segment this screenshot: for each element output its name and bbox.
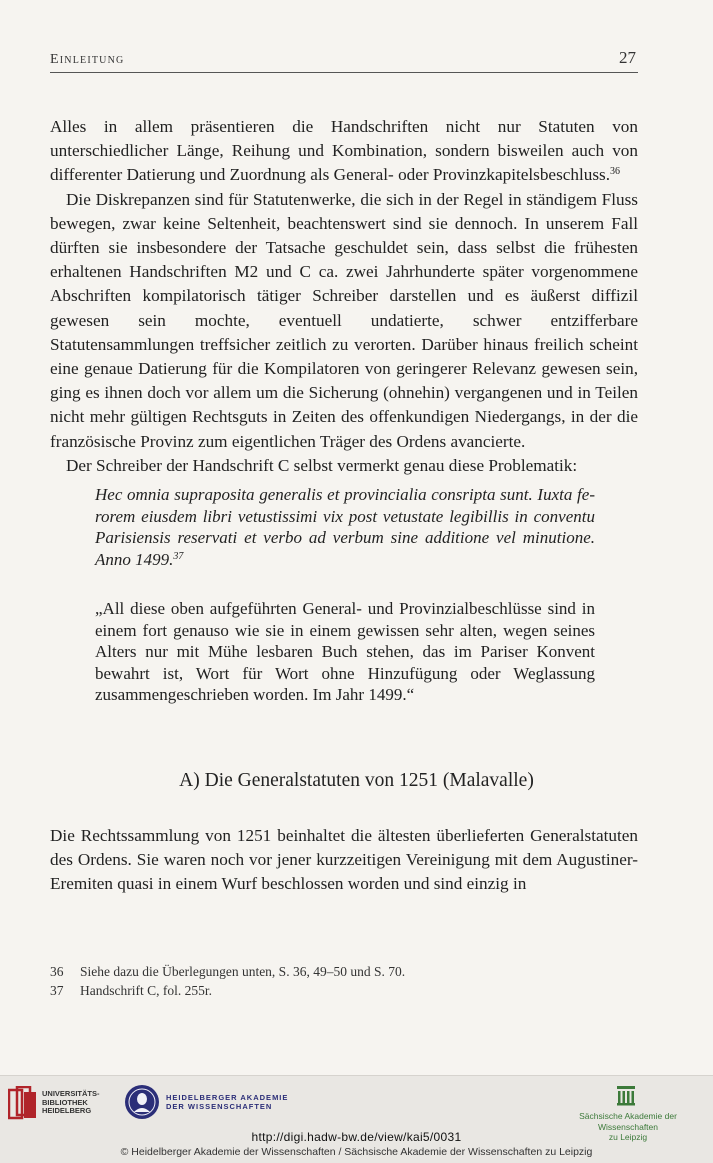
paragraph: Der Schreiber der Handschrift C selbst vermerkt genau diese Problematik:	[66, 455, 578, 475]
viewer-footer	[0, 1075, 713, 1163]
section-paragraph: Die Rechtssammlung von 1251 beinhaltet die ältesten überlieferten Generalstatuten des Ordens. Sie waren noch vor jener kurzzeitigen Vereinigung mit dem Augustiner-Eremiten quasi in einem Wurf beschlossen worden und sind einzig in	[50, 826, 638, 894]
paragraph: Die Diskrepanzen sind für Statutenwerke, die sich in der Regel in ständigem Fluss bewegen, zwar keine Seltenheit, beachtenswert sind sie dennoch. In unserem Fall dürften sie insbesondere der Tatsache geschuldet sein, dass selbst die frühesten erhaltenen Handschriften M2 und C ca. zwei Jahrhunderte später vorgenommene Abschriften kompilatorisch tätiger Schreiber darstellen und es äußerst diffizil gewesen sein mochte, eventuell undatierte, schwer entzifferbare Statutensammlungen treffsicher zeitlich zu verorten. Darüber hinaus freilich scheint eine genaue Datierung für die Kompilatoren von geringerer Relevanz gewesen sein, ging es ihnen doch vor allem um die Sicherung (ohnehin) vergangenen und in Teilen nicht mehr gültigen Rechtsguts in Zeiten des offenkundigen Niedergangs, in der die französische Provinz zum eigentlichen Träger des Ordens avancierte.	[50, 189, 638, 451]
footnote	[50, 962, 638, 981]
footnotes	[50, 962, 638, 1000]
permalink-url[interactable]: http://digi.hadw-bw.de/view/kai5/0031	[251, 1130, 462, 1144]
ub-heidelberg-logo-icon[interactable]	[8, 1086, 38, 1120]
footnote-text: Handschrift C, fol. 255r.	[80, 983, 212, 998]
footnote	[50, 981, 638, 1000]
body-text	[50, 115, 638, 478]
section-heading: A) Die Generalstatuten von 1251 (Malavalle)	[179, 770, 534, 791]
footnote-ref[interactable]: 37	[173, 550, 184, 562]
hadw-logo-text: HEIDELBERGER AKADEMIE DER WISSENSCHAFTEN	[166, 1093, 289, 1111]
footnote-number: 37	[50, 983, 64, 998]
footnote-text: Siehe dazu die Überlegungen unten, S. 36, 49–50 und S. 70.	[80, 964, 406, 979]
running-head-title: Einleitung	[50, 52, 125, 67]
footnote-ref[interactable]: 36	[610, 166, 621, 178]
hadw-seal-icon[interactable]	[124, 1084, 160, 1120]
saw-building-icon[interactable]	[616, 1084, 636, 1106]
page-number: 27	[619, 48, 636, 67]
footnote-number: 36	[50, 964, 64, 979]
latin-quote: Hec omnia supraposita generalis et provincialia consripta sunt. Iuxta ferorem eiusdem libri vetustissimi vix post vetustate legibillis in conventu Parisiensis reservati et verbo ad verbum sine additione vel minutione. Anno 1499.37	[95, 485, 595, 569]
ub-heidelberg-logo-text: UNIVERSITÄTS- BIBLIOTHEK HEIDELBERG	[42, 1089, 100, 1115]
copyright-notice: © Heidelberger Akademie der Wissenschaften / Sächsische Akademie der Wissenschaften zu Leipzig	[120, 1146, 593, 1158]
german-translation-quote: „All diese oben aufgeführten General- und Provinzialbeschlüsse sind in einem fort genauso wie sie in einem gewissen sehr alten, wegen seines Alters nur mit Mühe lesbaren Buch stehen, das im Pariser Konvent bewahrt ist, Wort für Wort ohne Hinzufügung oder Weglassung zusammengeschrieben worden. Im Jahr 1499.“	[95, 599, 595, 704]
running-head	[50, 48, 638, 73]
paragraph: Alles in allem präsentieren die Handschriften nicht nur Statuten von unterschiedlicher Länge, Reihung und Kombination, sondern bisweilen auch von differenter Datierung und Zuordnung als General- oder Provinzkapitelsbeschluss.$^{36}$	[50, 117, 638, 185]
saw-logo-text: Sächsische Akademie der Wissenschaften zu Leipzig	[579, 1111, 677, 1142]
